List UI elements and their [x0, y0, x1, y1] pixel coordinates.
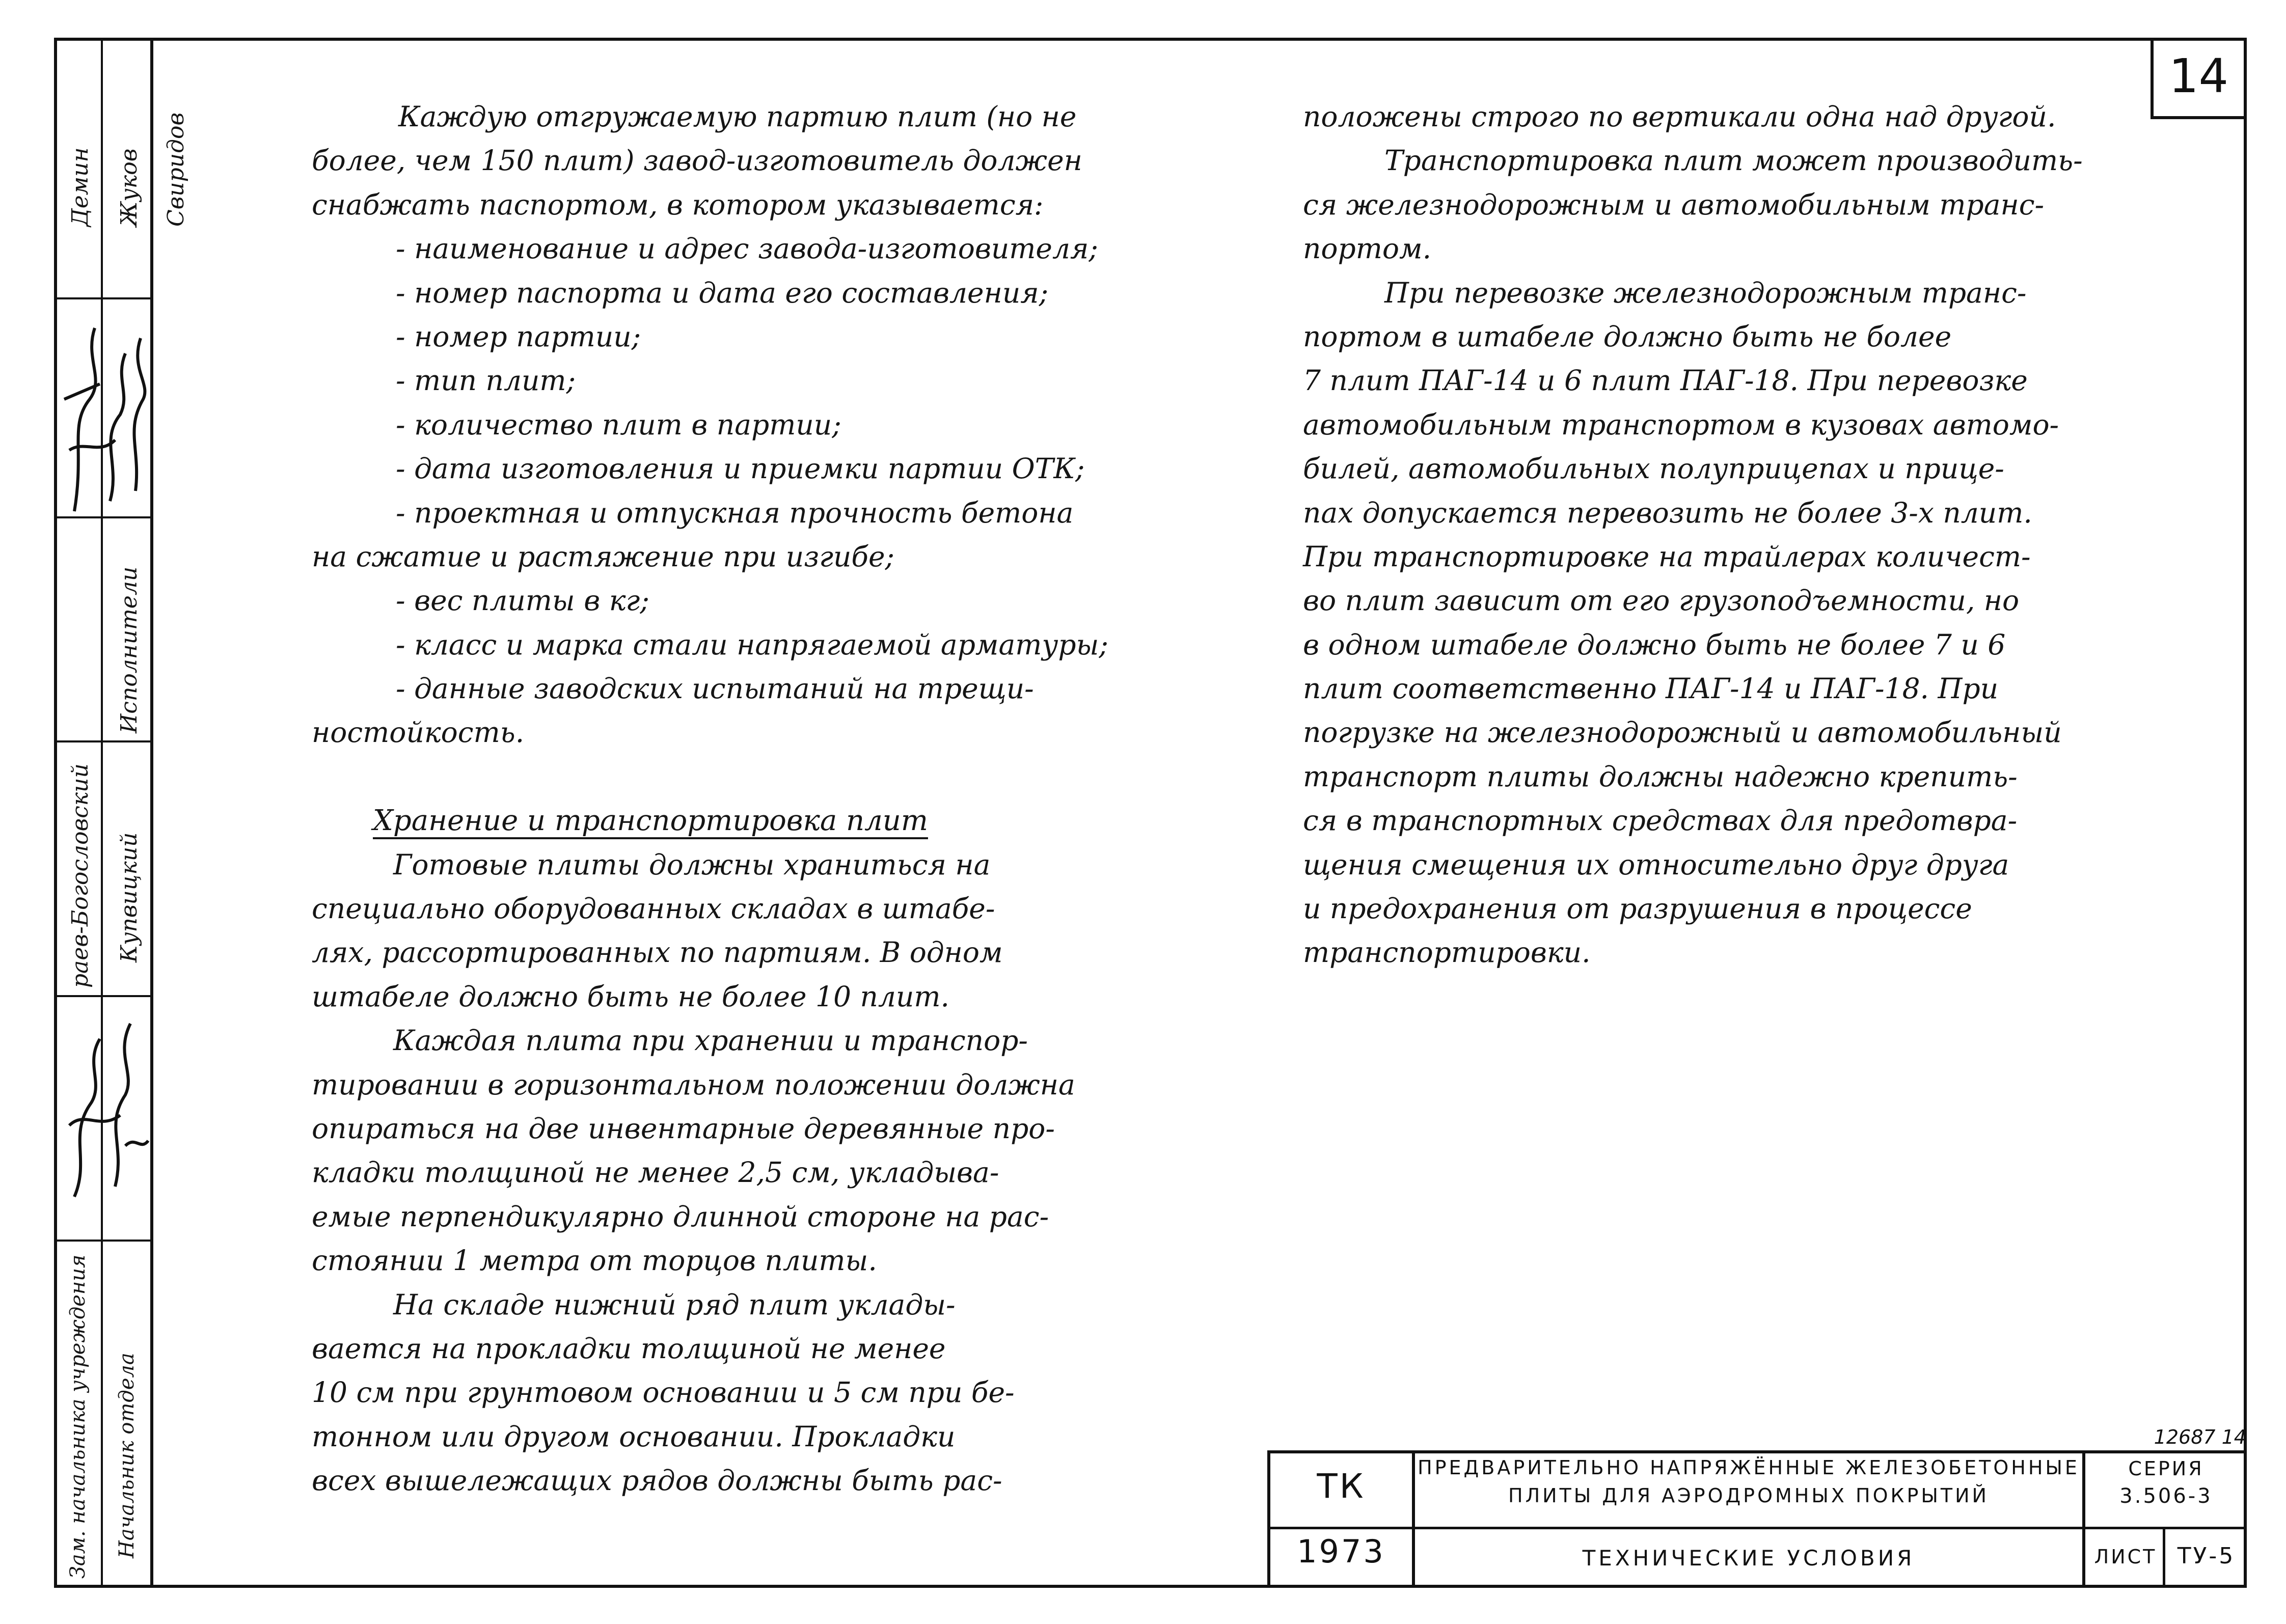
text-line: щения смещения их относительно друг друга: [1303, 848, 2009, 881]
text-line: - номер партии;: [396, 320, 641, 353]
title-line-2: ПЛИТЫ ДЛЯ АЭРОДРОМНЫХ ПОКРЫТИЙ: [1508, 1484, 1989, 1507]
text-line: Транспортировка плит может производить-: [1384, 144, 2083, 177]
side-name-kupvitsky: Купвицкий: [116, 832, 142, 962]
text-line: во плит зависит от его грузоподъемности, но: [1303, 584, 2020, 617]
text-line: погрузке на железнодорожный и автомобильный: [1303, 716, 2062, 749]
blank-line: [312, 755, 1137, 799]
text-line: в одном штабеле должно быть не более 7 и 6: [1303, 628, 2006, 661]
text-line: плит соответственно ПАГ-14 и ПАГ-18. При: [1303, 672, 1999, 705]
text-line: тонном или другом основании. Прокладки: [312, 1420, 956, 1453]
text-line: всех вышележащих рядов должны быть рас-: [312, 1464, 1002, 1497]
text-line: - класс и марка стали напрягаемой арматуры;: [396, 628, 1108, 661]
text-line: на сжатие и растяжение при изгибе;: [312, 540, 895, 573]
text-line: и предохранения от разрушения в процессе: [1303, 892, 1972, 925]
text-line: снабжать паспортом, в котором указывается:: [312, 188, 1044, 221]
text-line: емые перпендикулярно длинной стороне на рас-: [312, 1200, 1049, 1233]
text-line: специально оборудованных складах в штабе-: [312, 892, 995, 925]
text-line: Готовые плиты должны храниться на: [393, 848, 991, 881]
right-text-column: [1303, 95, 2138, 975]
text-line: ся железнодорожным и автомобильным транс-: [1303, 188, 2045, 221]
title-line-1: ПРЕДВАРИТЕЛЬНО НАПРЯЖЁННЫЕ ЖЕЛЕЗОБЕТОННЫЕ: [1418, 1456, 2080, 1479]
text-line: вается на прокладки толщиной не менее: [312, 1332, 946, 1365]
text-line: Каждую отгружаемую партию плит (но не: [398, 100, 1077, 133]
text-line: - количество плит в партии;: [396, 408, 841, 441]
text-line: 10 см при грунтовом основании и 5 см при бе-: [312, 1376, 1015, 1409]
subtitle: ТЕХНИЧЕСКИЕ УСЛОВИЯ: [1582, 1546, 1915, 1571]
signature-upper: [54, 297, 156, 521]
left-text-column: [312, 95, 1137, 1503]
text-line: штабеле должно быть не более 10 плит.: [312, 980, 950, 1013]
text-line: транспортировки.: [1303, 936, 1591, 969]
series-value: 3.506-3: [2119, 1484, 2213, 1508]
text-line: билей, автомобильных полуприцепах и прице-: [1303, 452, 2004, 485]
side-executors-label: Исполнители: [116, 566, 142, 733]
text-line: - вес плиты в кг;: [396, 584, 649, 617]
text-line: На складе нижний ряд плит уклады-: [393, 1288, 956, 1321]
text-line: - номер паспорта и дата его составления;: [396, 276, 1049, 309]
text-line: - проектная и отпускная прочность бетона: [396, 496, 1074, 529]
text-line: положены строго по вертикали одна над другой.: [1303, 100, 2056, 133]
text-line: портом.: [1303, 232, 1432, 265]
side-name-demin: Демин: [67, 147, 93, 227]
text-line: ностойкость.: [312, 716, 525, 749]
text-line: транспорт плиты должны надежно крепить-: [1303, 760, 2018, 793]
org-code: ТК: [1317, 1467, 1366, 1506]
side-position-deputy: Зам. начальника учреждения: [66, 1254, 90, 1579]
text-line: - дата изготовления и приемки партии ОТК;: [396, 452, 1085, 485]
text-line: При транспортировке на трайлерах количест-: [1303, 540, 2031, 573]
text-line: более, чем 150 плит) завод-изготовитель должен: [312, 144, 1082, 177]
text-line: опираться на две инвентарные деревянные про-: [312, 1112, 1055, 1145]
text-line: автомобильным транспортом в кузовах автомо-: [1303, 408, 2059, 441]
sheet-label: ЛИСТ: [2094, 1546, 2157, 1568]
text-line: - наименование и адрес завода-изготовителя;: [396, 232, 1098, 265]
text-line: Каждая плита при хранении и транспор-: [393, 1024, 1028, 1057]
text-line: 7 плит ПАГ-14 и 6 плит ПАГ-18. При перевозке: [1303, 364, 2028, 397]
series-label: СЕРИЯ: [2128, 1457, 2204, 1480]
text-line: кладки толщиной не менее 2,5 см, укладыва-: [312, 1156, 999, 1189]
text-line: тировании в горизонтальном положении должна: [312, 1068, 1075, 1101]
sheet-value: ТУ-5: [2177, 1543, 2236, 1569]
text-line: ся в транспортных средствах для предотвра-: [1303, 804, 2018, 837]
side-name-zhukov: Жуков: [116, 148, 142, 227]
side-position-head: Начальник отдела: [115, 1353, 139, 1558]
text-line: пах допускается перевозить не более 3-х плит.: [1303, 496, 2032, 529]
text-line: - тип плит;: [396, 364, 576, 397]
page-number: 14: [2168, 49, 2229, 103]
year: 1973: [1297, 1533, 1385, 1570]
section-heading: Хранение и транспортировка плит: [373, 804, 928, 838]
text-line: стоянии 1 метра от торцов плиты.: [312, 1244, 877, 1277]
text-line: - данные заводских испытаний на трещи-: [396, 672, 1034, 705]
text-line: лях, рассортированных по партиям. В одном: [312, 936, 1003, 969]
signature-lower: [54, 993, 156, 1212]
doc-number: 12687 14: [2154, 1426, 2246, 1448]
text-line: При перевозке железнодорожным транс-: [1384, 276, 2027, 309]
side-name-sviridov: Свиридов: [163, 112, 189, 227]
side-name-bogoslovsky: раев-Богословский: [67, 763, 93, 988]
text-line: портом в штабеле должно быть не более: [1303, 320, 1952, 353]
